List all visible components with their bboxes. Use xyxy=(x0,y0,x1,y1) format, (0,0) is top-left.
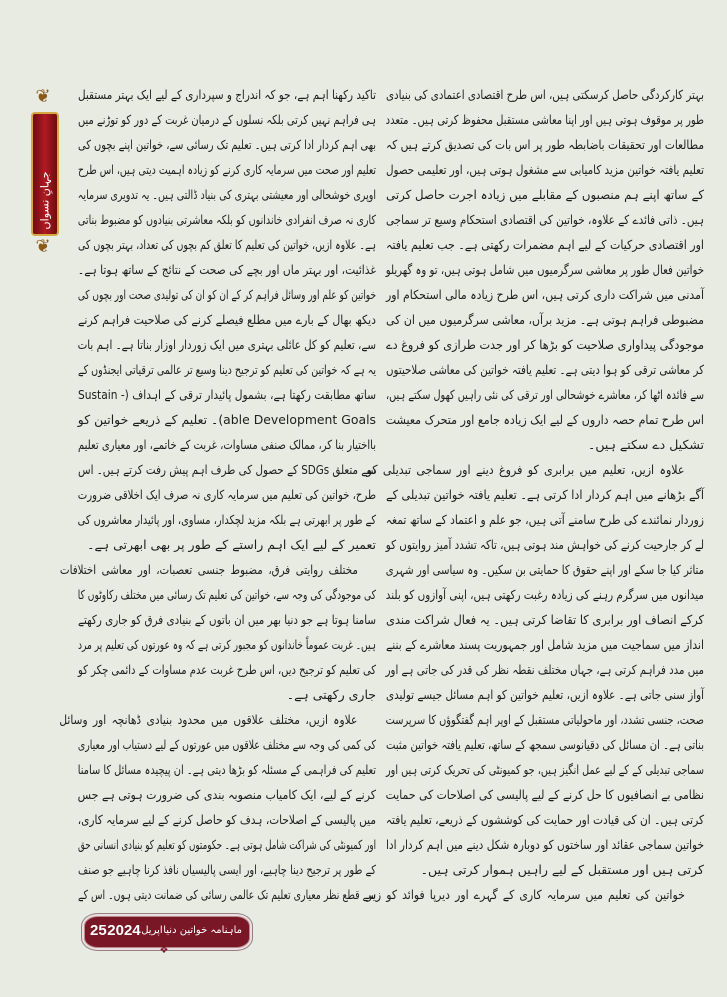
text-line: طور پر موقوف ہوتی ہیں اور اپنا معاشی مستقبل محفوظ کرتی ہیں۔ متعدد xyxy=(385,112,704,127)
text-line: ساتھ مطابقت رکھتا ہے، بشمول پائیدار ترقی کے اہداف (- Sustain xyxy=(78,387,377,402)
text-line: ہی فراہم نہیں کرتی بلکہ نسلوں کے درمیان غربت کے دور کو توڑنے میں xyxy=(77,112,376,127)
text-line: آمدنی میں شراکت داری کرتی ہیں، اس طرح زیادہ مالی استحکام اور xyxy=(385,287,704,302)
text-line: میں پالیسی کے اصلاحات، ہدف کو حاصل کرنے کے لیے سرمایہ کاری، xyxy=(77,812,376,827)
text-line: کرتی ہیں۔ ان کی قیادت اور حمایت کی کوششوں کے ذریعے، تعلیم یافتہ xyxy=(385,812,704,827)
text-line: مختلف روایتی فرق، مضبوط جنسی تعصبات، اور معاشی اختلافات xyxy=(59,562,358,577)
text-line: لے کر جارحیت کرنے کی خواہش مند ہوتی ہیں، تاکہ تشدد آمیز روایتوں کو xyxy=(385,537,704,552)
text-line: کے طور پر ترجیح دینا چاہیے، اور ایسی پالیسیاں نافذ کرنا چاہیے جو صنف xyxy=(78,862,376,877)
text-line: نظامی بے انصافیوں کا حل کرنے کے لیے پالیسی کی اصلاحات کی حمایت xyxy=(385,787,704,802)
text-line: ہیں۔ ذاتی فائدے کے علاوہ، خواتین کی اقتصادی استحکام وسیع تر سماجی xyxy=(386,212,704,227)
page-footer xyxy=(76,910,256,954)
text-line: کے طور پر ابھرتی ہے بلکہ مزید لچکدار، مساوی، اور پائیدار معاشروں کی xyxy=(77,512,377,527)
text-line: یہ ہے کہ خواتین کی تعلیم کو ترجیح دینا وسیع تر عالمی ترقیاتی ایجنڈوں کے xyxy=(78,362,376,377)
issue-month: اپریل xyxy=(141,925,163,936)
text-line: کی تعلیم کو ترجیح دیں، اس طرح غربت عدم مساوات کے دائمی چکر کو xyxy=(78,662,376,677)
text-line: انداز میں سماجیت میں مزید شامل اور جمہوریت پسند معاشرے کے بننے xyxy=(386,637,704,652)
text-line: خواتین کی تعلیم میں سرمایہ کاری کے گہرے اور دیرپا فوائد کو زیر xyxy=(366,887,685,902)
text-line: کی کمی کی وجہ سے مختلف علاقوں میں عورتوں کے لیے دستیاب اور معیاری xyxy=(77,737,376,752)
text-line: اس طرح تمام حصہ داروں کے لیے ایک زیادہ جامع اور متحرک معیشت xyxy=(385,412,704,427)
text-line: کرکے انصاف اور برابری کا تقاضا کرتی ہیں۔ یہ فعال شراکت مندی xyxy=(386,612,704,627)
text-line: تعمیر کے لیے ایک اہم راستے کے طور پر بھی ابھرتی ہے۔ xyxy=(87,537,376,552)
text-line: بہتر کارکردگی حاصل کرسکتی ہیں، اس طرح اقتصادی اعتمادی کی بنیادی xyxy=(386,87,704,102)
text-line: تشکیل دے سکتے ہیں۔ xyxy=(588,437,704,452)
text-line: تعلیم اور صحت میں سرمایہ کاری کرنے کو زیادہ اہمیت دیتی ہیں، اس طرح xyxy=(77,162,376,177)
footer-ornament-icon: ❖ xyxy=(159,945,169,956)
text-line: غذائیت، اور بہتر ماں اور بچے کی صحت کے نتائج کے ساتھ ہوتا ہے۔ xyxy=(77,262,376,277)
text-line: سے متعلق SDGs کے حصول کی طرف اہم پیش رفت کرتے ہیں۔ اس xyxy=(78,462,376,477)
text-line: سماجی تبدیلی کے کے لیے عمل انگیز ہیں، جو کمیونٹی کی تحریک کرتی ہیں اور xyxy=(386,762,704,777)
ornament-bottom-icon: ❦ xyxy=(35,236,51,257)
text-line: علاوہ ازیں، تعلیم میں برابری کو فروغ دینے اور سماجی تبدیلی کو xyxy=(366,462,685,477)
text-line: کر معاشی ترقی کو ہوا دیتی ہے۔ تعلیم یافتہ خواتین کی معاشی صلاحیتوں xyxy=(386,362,704,377)
text-line: خواتین کو علم اور وسائل فراہم کر کے ان کو ان کی تولیدی صحت اور بچوں کی xyxy=(77,287,376,302)
text-line: کی موجودگی کی وجہ سے، خواتین کی تعلیم تک رسائی میں مختلف رکاوٹوں کا xyxy=(77,587,376,602)
text-line: اور کمیونٹی کی شراکت شامل ہوتی ہے۔ حکومتوں کو تعلیم کو بنیادی انسانی حق xyxy=(78,837,376,852)
text-line: بااختیار بنا کر، ممالک صنفی مساوات، غربت کے خاتمے، اور معیاری تعلیم xyxy=(78,437,376,452)
text-line: able Development Goals)۔ تعلیم کے ذریعے خواتین کو xyxy=(77,412,376,427)
text-line: دیکھ بھال کے بارے میں مطلع فیصلے کرنے کی صلاحیت فراہم کرنے xyxy=(78,312,376,327)
text-line: سے، تعلیم کو کل عائلی بہتری میں ایک زوردار اوزار بناتا ہے۔ اہم بات xyxy=(77,337,376,352)
text-line: صحت، جنسی تشدد، اور ماحولیاتی مستقبل کے اوپر اہم گفتگوؤں کا سرپرست xyxy=(385,712,704,727)
text-line: مطالعات اور تحقیقات باضابطہ طور پر اس بات کی تصدیق کرتے ہیں کہ xyxy=(385,137,704,152)
text-line: آگے بڑھانے میں اہم کردار ادا کرتی ہے۔ تعلیم یافتہ خواتین تبدیلی کے xyxy=(386,487,704,502)
page-number: 25 xyxy=(90,922,107,939)
text-line: جاری رکھتی ہے۔ xyxy=(286,687,376,702)
text-line: بھی اہم کردار ادا کرتی ہیں۔ تعلیم تک رسائی سے، خواتین اپنے بچوں کی xyxy=(77,137,376,152)
text-line: تعلیم کی فراہمی کے مسئلہ کو بڑھا دیتی ہے۔ ان پیچیدہ مسائل کا سامنا xyxy=(77,762,376,777)
text-line: سے قطع نظر معیاری تعلیم تک عالمی رسائی کی ضمانت دیتی ہوں۔ اس کے xyxy=(78,887,376,902)
text-line: اوپری خوشحالی اور معیشتی بہتری کی بنیاد ڈالتی ہیں۔ یہ تدویری سرمایہ xyxy=(77,187,377,202)
section-label: جہانِ نسواں xyxy=(38,171,52,230)
text-line: ہے۔ علاوہ ازیں، خواتین کی تعلیم کا تعلق کم بچوں کی تعداد، بہتر بچوں کی xyxy=(78,237,376,252)
text-line: موجودگی پیداواری صلاحیت کو بڑھا کر اور جدت طرازی کو فروغ دے xyxy=(386,337,704,352)
text-line: طرح، خواتین کی تعلیم میں سرمایہ کاری نہ صرف ایک اخلاقی ضرورت xyxy=(77,487,377,502)
article-column-right xyxy=(366,82,704,907)
text-line: متاثر کیا جا سکے اور اپنے حقوق کا حمایتی بن سکیں۔ وہ سیاسی اور شہری xyxy=(385,562,704,577)
text-line: میں مدد فراہم کرتی ہے، جہاں مختلف نقطہ نظر کی قدر کی جاتی ہے اور xyxy=(385,662,704,677)
text-line: سامنا ہوتا ہے جو دنیا بھر میں ان باتوں کے بنیادی فرق کو جاری رکھتے xyxy=(78,612,376,627)
text-line: کرنے کے لیے، ایک کامیاب منصوبہ بندی کی ضرورت ہوتی ہے جس xyxy=(77,787,376,802)
text-line: علاوہ ازیں، مختلف علاقوں میں محدود بنیادی ڈھانچہ اور وسائل xyxy=(59,712,358,727)
text-line: آواز سنی جاتی ہے۔ علاوہ ازیں، تعلیم خواتین کو اہم مسائل جیسے تولیدی xyxy=(386,687,704,702)
text-line: میدانوں میں سرگرم رہنے کی زیادہ رغبت رکھتی ہیں، اپنی آوازوں کو بلند xyxy=(385,587,704,602)
text-line: خواتین سماجی عقائد اور ساختوں کو دوبارہ شکل دینے میں اہم کردار ادا xyxy=(386,837,704,852)
text-line: بناتی ہے۔ ان مسائل کی دقیانوسی سمجھ کے ساتھ، تعلیم یافتہ خواتین مثبت xyxy=(386,737,704,752)
text-line: سے فائدہ اٹھا کر، معاشرے خوشحالی اور ترقی کی نئی راہیں کھول سکتے ہیں، xyxy=(386,387,704,402)
text-line: کاری نہ صرف انفرادی خاندانوں کو بلکہ معاشرتی بنیادوں کو مضبوط بناتی xyxy=(77,212,377,227)
section-banner-plate xyxy=(31,112,59,236)
ornament-top-icon: ❦ xyxy=(35,86,51,107)
issue-year: 2024 xyxy=(107,922,141,939)
text-line: کے ساتھ اپنے ہم منصبوں کے مقابلے میں زیادہ اجرت حاصل کرتی xyxy=(386,187,704,202)
text-line: تعلیم یافتہ خواتین مزید کامیابی سے مشغول ہوتی ہیں، اور تعلیمی حصول xyxy=(385,162,704,177)
text-line: زوردار نمائندے کی طرح سامنے آتی ہیں، جو علم و اعتماد کے ساتھ تمغہ xyxy=(385,512,704,527)
text-line: کرتی ہیں اور مستقبل کے لیے راہیں ہموار کرتی ہیں۔ xyxy=(420,862,704,877)
text-line: مضبوطی فراہم ہوتی ہے۔ مزید برآں، معاشی سرگرمیوں میں ان کی xyxy=(386,312,704,327)
text-line: خواتین فعال طور پر معاشی سرگرمیوں میں شامل ہوتی ہیں، تو وہ گھریلو xyxy=(385,262,704,277)
article-column-left xyxy=(59,82,377,907)
text-line: تاکید رکھنا اہم ہے، جو کہ اندراج و سپرداری کے لیے ایک بہتر مستقبل xyxy=(78,87,376,102)
section-banner xyxy=(28,82,58,262)
text-line: ہیں۔ غربت عموماً خاندانوں کو مجبور کرتی ہے کہ وہ عورتوں کی تعلیم پر مرد xyxy=(78,637,376,652)
magazine-name: ماہنامہ خواتین دنیا xyxy=(163,925,242,936)
text-line: اور اقتصادی حرکیات کے لیے اہم مضمرات رکھتی ہے۔ جب تعلیم یافتہ xyxy=(386,237,704,252)
